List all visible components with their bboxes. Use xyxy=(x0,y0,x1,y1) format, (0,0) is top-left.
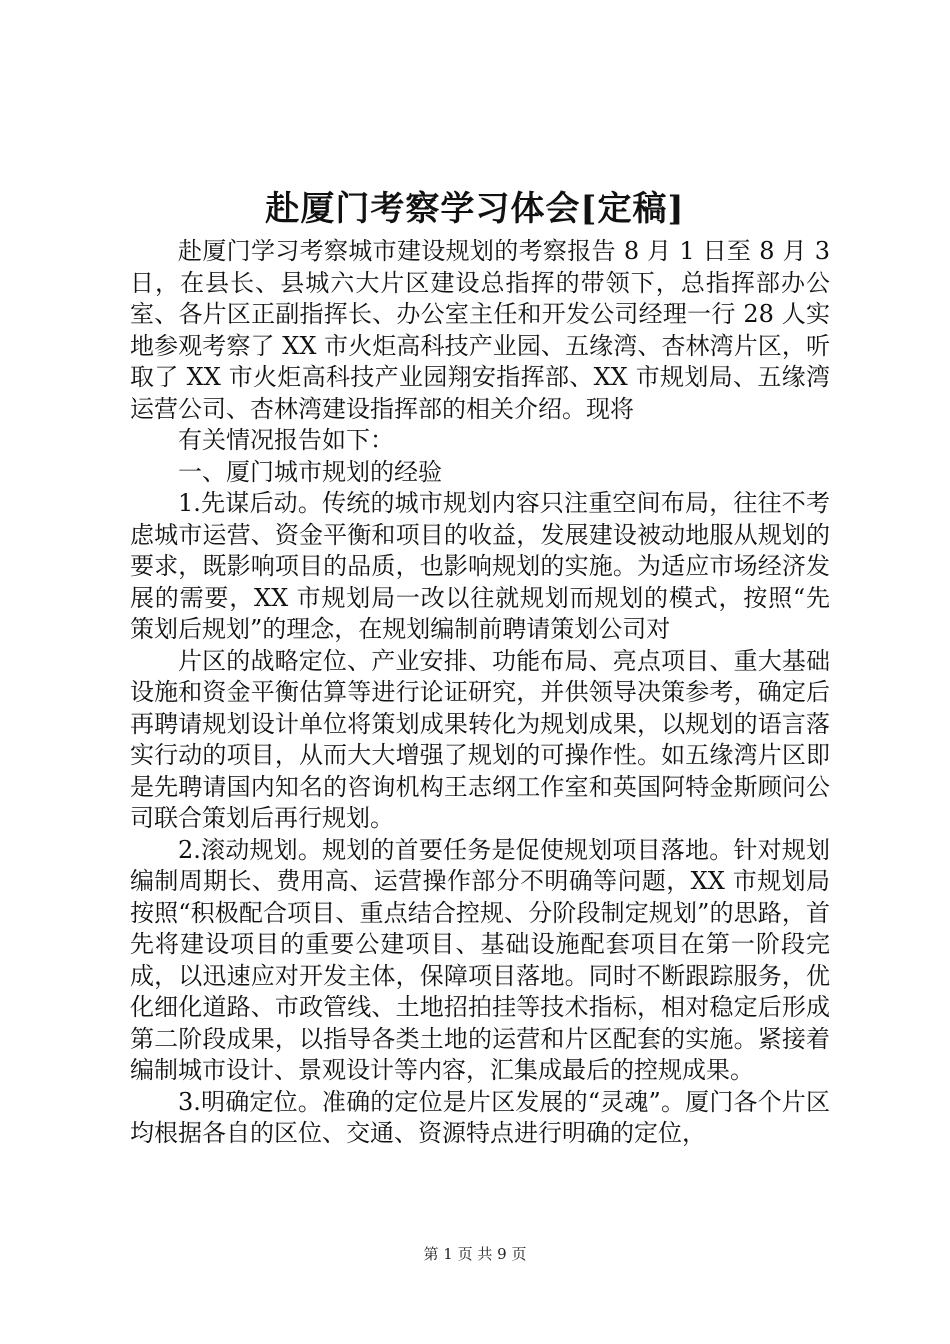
page-footer: 第 1 页 共 9 页 xyxy=(423,1245,527,1263)
document-body xyxy=(130,236,830,1150)
paragraph-point-1: 1.先谋后动。传统的城市规划内容只注重空间布局，往往不考虑城市运营、资金平衡和项目的收益，发展建设被动地服从规划的要求，既影响项目的品质，也影响规划的实施。为适应市场经济发展的需要，XX 市规划局一改以往就规划而规划的模式，按照“先策划后规划”的理念，在规划编制前聘请策划公司对 xyxy=(130,489,830,643)
paragraph-intro: 赴厦门学习考察城市建设规划的考察报告 8 月 1 日至 8 月 3 日，在县长、县城六大片区建设总指挥的带领下，总指挥部办公室、各片区正副指挥长、办公室主任和开发公司经理一行 28 人实地参观考察了 XX 市火炬高科技产业园、五缘湾、杏林湾片区，听取了 XX 市火炬高科技产业园翔安指挥部、XX 市规划局、五缘湾运营公司、杏林湾建设指挥部的相关介绍。现将 xyxy=(130,237,830,423)
document-title: 赴厦门考察学习体会[定稿] xyxy=(265,189,685,229)
paragraph-point-2: 2.滚动规划。规划的首要任务是促使规划项目落地。针对规划编制周期长、费用高、运营操作部分不明确等问题，XX 市规划局按照“积极配合项目、重点结合控规、分阶段制定规划”的思路，首先将建设项目的重要公建项目、基础设施配套项目在第一阶段完成，以迅速应对开发主体，保障项目落地。同时不断跟踪服务，优化细化道路、市政管线、土地招拍挂等技术指标，相对稳定后形成第二阶段成果，以指导各类土地的运营和片区配套的实施。紧接着编制城市设计、景观设计等内容，汇集成最后的控规成果。 xyxy=(130,835,830,1084)
paragraph-point-3: 3.明确定位。准确的定位是片区发展的“灵魂”。厦门各个片区均根据各自的区位、交通、资源特点进行明确的定位， xyxy=(130,1087,830,1147)
paragraph-point-1-continued: 片区的战略定位、产业安排、功能布局、亮点项目、重大基础设施和资金平衡估算等进行论证研究，并供领导决策参考，确定后再聘请规划设计单位将策划成果转化为规划成果，以规划的语言落实行动的项目，从而大大增强了规划的可操作性。如五缘湾片区即是先聘请国内知名的咨询机构王志纲工作室和英国阿特金斯顾问公司联合策划后再行规划。 xyxy=(130,646,830,832)
paragraph-report-lead: 有关情况报告如下： xyxy=(178,426,394,454)
section-heading-experience: 一、厦门城市规划的经验 xyxy=(178,457,442,486)
